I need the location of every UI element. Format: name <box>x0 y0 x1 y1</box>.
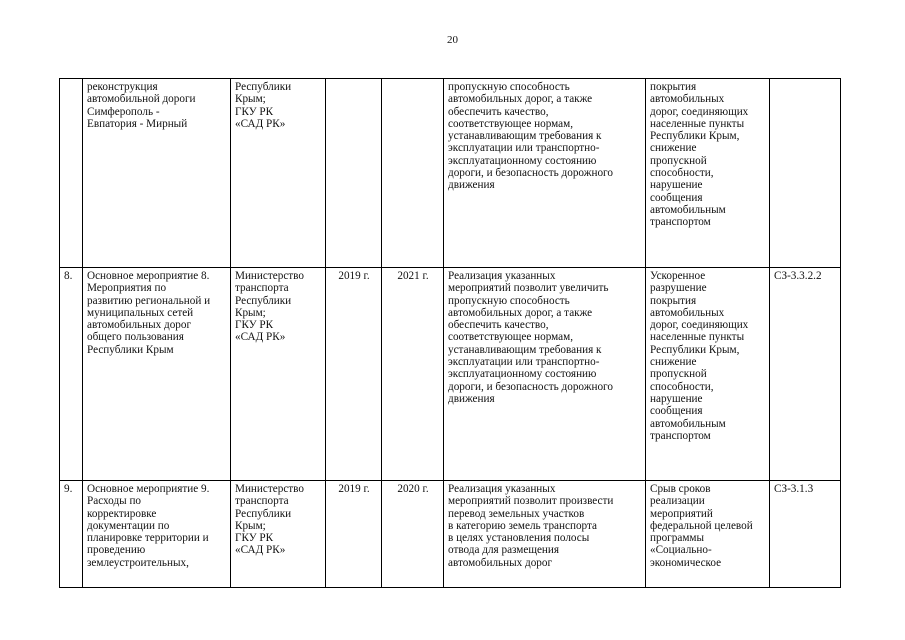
cell-text-line: мероприятий <box>650 507 713 520</box>
cell-text-line: федеральной целевой <box>650 519 753 532</box>
cell-text-line: снижение <box>650 142 697 155</box>
cell-text-line: автомобильной дороги <box>87 93 196 106</box>
table-row <box>60 481 841 588</box>
cell-text: 2019 г. <box>338 270 370 282</box>
cell-number <box>60 268 83 481</box>
cell-text-line: транспорта <box>235 495 289 508</box>
cell-text-line: экономическое <box>650 556 722 569</box>
cell-start-year <box>326 481 382 588</box>
cell-measure <box>83 79 231 268</box>
cell-text-line: населенные пункты <box>650 331 745 344</box>
cell-text-line: движения <box>448 179 495 192</box>
cell-text-line: в целях установления полосы <box>448 532 590 545</box>
cell-text-line: реализации <box>650 495 705 508</box>
cell-text-line: Ускоренное <box>650 270 706 282</box>
cell-responsible <box>231 481 326 588</box>
cell-text-line: Республики Крым, <box>650 343 740 356</box>
cell-text-line: устанавливающим требования к <box>448 343 602 356</box>
cell-text-line: Крым; <box>235 519 266 532</box>
cell-text-line: пропускной <box>650 368 707 381</box>
cell-text-line: корректировке <box>87 507 157 520</box>
cell-text-line: Расходы по <box>87 495 142 508</box>
cell-text-line: ГКУ РК <box>235 319 274 332</box>
cell-end-year <box>382 268 444 481</box>
cell-text: СЗ-3.1.3 <box>774 483 814 495</box>
cell-text-line: проведению <box>87 544 146 557</box>
cell-text-line: Реализация указанных <box>448 270 556 282</box>
cell-text-line: Симферополь - <box>87 105 160 118</box>
cell-end-year <box>382 481 444 588</box>
cell-text-line: программы <box>650 532 704 545</box>
cell-text-line: соответствующее нормам, <box>448 117 574 130</box>
cell-text-line: «САД РК» <box>235 331 286 344</box>
cell-text-line: эксплуатационному состоянию <box>448 154 597 167</box>
cell-text-line: пропускную способность <box>448 294 570 307</box>
cell-text-line: Республики <box>235 294 292 307</box>
cell-text-line: сообщения <box>650 405 703 418</box>
cell-text-line: развитию региональной и <box>87 294 211 307</box>
cell-text-line: нарушение <box>650 179 703 192</box>
cell-number <box>60 481 83 588</box>
cell-text-line: Республики <box>235 507 292 520</box>
cell-text-line: обеспечить качество, <box>448 105 549 118</box>
cell-text-line: автомобильных <box>650 306 725 319</box>
cell-text-line: устанавливающим требования к <box>448 130 602 143</box>
cell-text-line: ГКУ РК <box>235 105 274 118</box>
cell-text-line: движения <box>448 392 495 405</box>
cell-expected-result <box>444 268 646 481</box>
cell-text-line: автомобильных дорог, а также <box>448 306 593 319</box>
cell-text-line: способности, <box>650 380 714 393</box>
cell-indicator-link <box>770 79 841 268</box>
cell-text-line: Основное мероприятие 9. <box>87 483 210 495</box>
cell-text-line: в категорию земель транспорта <box>448 519 597 532</box>
cell-text-line: транспортом <box>650 216 711 229</box>
cell-text-line: Реализация указанных <box>448 483 556 495</box>
cell-expected-result <box>444 79 646 268</box>
cell-text-line: автомобильным <box>650 203 726 216</box>
cell-text-line: землеустроительных, <box>87 556 189 569</box>
cell-start-year <box>326 268 382 481</box>
cell-text-line: покрытия <box>650 294 697 307</box>
cell-text-line: населенные пункты <box>650 117 745 130</box>
measures-table <box>59 78 841 588</box>
cell-text-line: транспортом <box>650 429 711 442</box>
cell-text-line: общего пользования <box>87 331 184 344</box>
cell-text-line: Срыв сроков <box>650 483 711 495</box>
cell-text-line: эксплуатационному состоянию <box>448 368 597 381</box>
cell-text-line: обеспечить качество, <box>448 319 549 332</box>
cell-indicator-link <box>770 481 841 588</box>
cell-text-line: нарушение <box>650 392 703 405</box>
cell-text-line: пропускную способность <box>448 81 570 93</box>
cell-text-line: эксплуатации или транспортно- <box>448 356 600 369</box>
cell-consequences <box>646 79 770 268</box>
cell-text: 8. <box>64 270 73 282</box>
cell-text: 2021 г. <box>397 270 429 282</box>
cell-text-line: Министерство <box>235 483 304 495</box>
cell-text-line: Крым; <box>235 306 266 319</box>
cell-text-line: сообщения <box>650 191 703 204</box>
cell-text-line: транспорта <box>235 282 289 295</box>
cell-text-line: Основное мероприятие 8. <box>87 270 210 282</box>
cell-indicator-link <box>770 268 841 481</box>
cell-text-line: покрытия <box>650 81 697 93</box>
cell-text-line: муниципальных сетей <box>87 306 194 319</box>
cell-text-line: реконструкция <box>87 81 158 93</box>
cell-text-line: Министерство <box>235 270 304 282</box>
cell-text: СЗ-3.3.2.2 <box>774 270 822 282</box>
cell-consequences <box>646 268 770 481</box>
cell-text-line: мероприятий позволит увеличить <box>448 282 609 295</box>
cell-text-line: способности, <box>650 167 714 180</box>
table-row <box>60 79 841 268</box>
cell-text-line: Республики Крым, <box>650 130 740 143</box>
cell-text-line: Крым; <box>235 93 266 106</box>
cell-text: 9. <box>64 483 73 495</box>
cell-text-line: «САД РК» <box>235 117 286 130</box>
cell-text-line: автомобильных дорог, а также <box>448 93 593 106</box>
cell-responsible <box>231 79 326 268</box>
cell-text-line: Республики <box>235 81 292 93</box>
cell-text-line: планировке территории и <box>87 532 209 545</box>
cell-text-line: мероприятий позволит произвести <box>448 495 614 508</box>
cell-text-line: документации по <box>87 519 170 532</box>
cell-measure <box>83 268 231 481</box>
cell-text-line: «САД РК» <box>235 544 286 557</box>
cell-text: 2019 г. <box>338 483 370 495</box>
table-row <box>60 268 841 481</box>
cell-responsible <box>231 268 326 481</box>
page-number: 20 <box>447 34 458 46</box>
cell-text-line: автомобильным <box>650 417 726 430</box>
cell-text-line: автомобильных <box>650 93 725 106</box>
cell-start-year <box>326 79 382 268</box>
cell-text-line: автомобильных дорог <box>448 556 553 569</box>
cell-text-line: Мероприятия по <box>87 282 167 295</box>
cell-text-line: разрушение <box>650 282 707 295</box>
cell-measure <box>83 481 231 588</box>
cell-text-line: эксплуатации или транспортно- <box>448 142 600 155</box>
cell-text-line: дорог, соединяющих <box>650 105 749 118</box>
cell-text: 2020 г. <box>397 483 429 495</box>
cell-text-line: Евпатория - Мирный <box>87 117 188 130</box>
cell-text-line: отвода для размещения <box>448 544 560 557</box>
cell-text-line: автомобильных дорог <box>87 319 192 332</box>
cell-text-line: снижение <box>650 356 697 369</box>
cell-text-line: соответствующее нормам, <box>448 331 574 344</box>
cell-text-line: дорог, соединяющих <box>650 319 749 332</box>
cell-text-line: перевод земельных участков <box>448 507 585 520</box>
cell-number <box>60 79 83 268</box>
cell-text-line: «Социально- <box>650 544 712 557</box>
cell-text-line: Республики Крым <box>87 343 174 356</box>
cell-end-year <box>382 79 444 268</box>
cell-text-line: дороги, и безопасность дорожного <box>448 380 613 393</box>
cell-consequences <box>646 481 770 588</box>
cell-expected-result <box>444 481 646 588</box>
cell-text-line: пропускной <box>650 154 707 167</box>
cell-text-line: дороги, и безопасность дорожного <box>448 167 613 180</box>
cell-text-line: ГКУ РК <box>235 532 274 545</box>
